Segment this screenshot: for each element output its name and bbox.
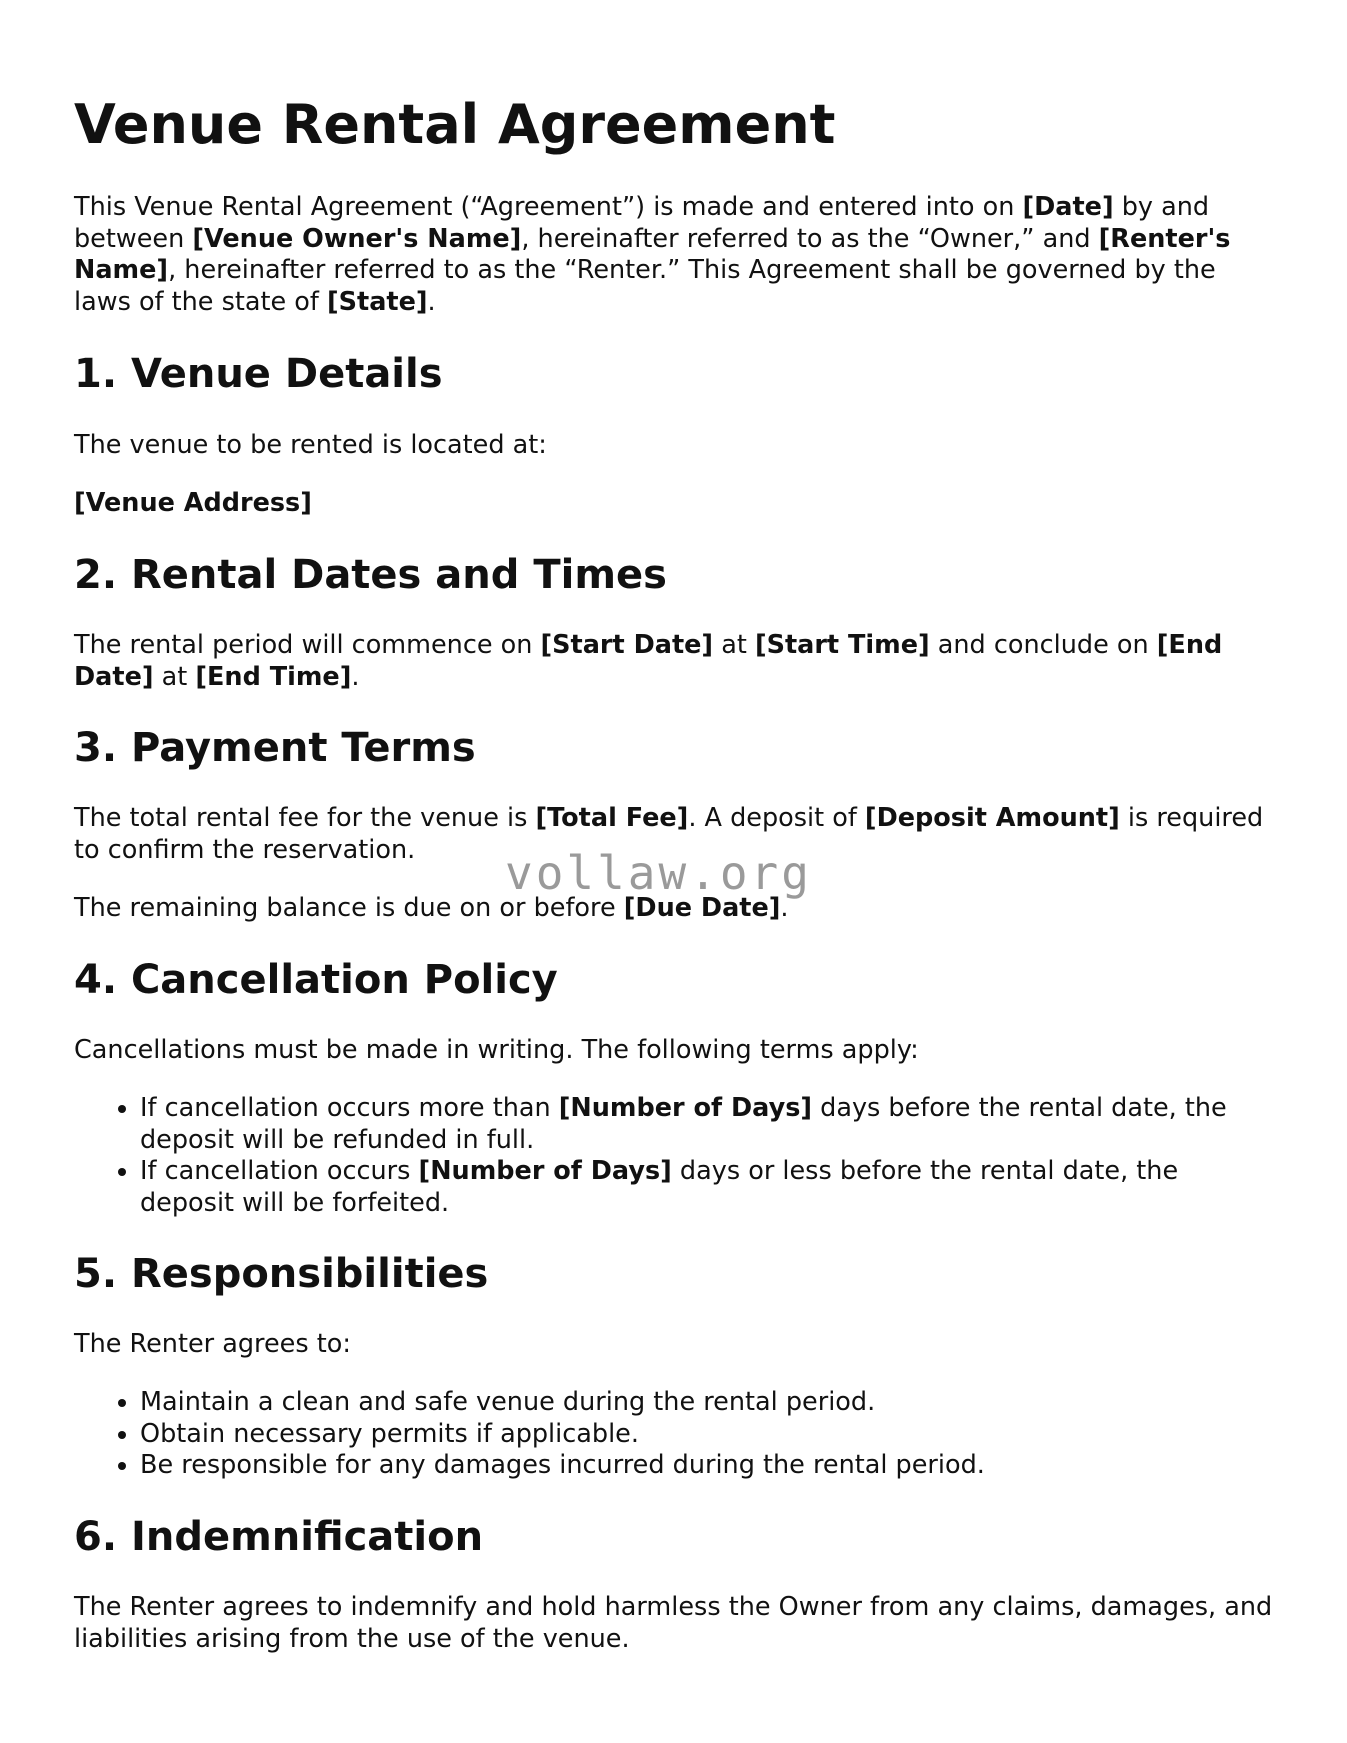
- rental-dates-paragraph: The rental period will commence on [Start Date] at [Start Time] and conclude on [End Date] at [End Time].: [74, 630, 1223, 692]
- payment-terms-paragraph-1: The total rental fee for the venue is [Total Fee]. A deposit of [Deposit Amount] is required to confirm the reservation.: [74, 803, 1264, 865]
- renter-name-placeholder: [Renter's Name]: [74, 223, 1231, 285]
- end-date-placeholder: [End Date]: [74, 630, 1223, 692]
- venue-details-text: The venue to be rented is located at:: [74, 430, 547, 460]
- number-of-days-placeholder: [Number of Days]: [418, 1156, 672, 1186]
- section-heading-venue-details: 1. Venue Details: [74, 351, 443, 397]
- date-placeholder: [Date]: [1022, 192, 1114, 222]
- total-fee-placeholder: [Total Fee]: [535, 803, 689, 833]
- section-heading-payment-terms: 3. Payment Terms: [74, 725, 476, 771]
- list-item: • If cancellation occurs [Number of Days] days or less before the rental date, the deposit will be forfeited.: [140, 1156, 1274, 1219]
- list-item: • Obtain necessary permits if applicable.: [140, 1419, 1274, 1451]
- intro-paragraph: This Venue Rental Agreement (“Agreement”) is made and entered into on [Date] by and between [Venue Owner's Name], hereinafter referred to as the “Owner,” and [Renter's Name], hereinafter referred to as the “Renter.” This Agreement shall be governed by the laws of the state of [State].: [74, 192, 1231, 317]
- end-time-placeholder: [End Time]: [195, 661, 352, 692]
- owner-name-placeholder: [Venue Owner's Name]: [192, 223, 522, 254]
- section-heading-cancellation-policy: 4. Cancellation Policy: [74, 957, 558, 1003]
- document-title: Venue Rental Agreement: [74, 93, 836, 156]
- indemnification-text: The Renter agrees to indemnify and hold harmless the Owner from any claims, damages, and liabilities arising from the use of the venue.: [74, 1592, 1273, 1654]
- venue-address-placeholder: [Venue Address]: [74, 488, 312, 518]
- payment-terms-paragraph-2: The remaining balance is due on or before [Due Date].: [74, 893, 789, 923]
- list-item: • If cancellation occurs more than [Number of Days] days before the rental date, the deposit will be refunded in full.: [140, 1093, 1274, 1156]
- deposit-amount-placeholder: [Deposit Amount]: [864, 803, 1120, 833]
- section-heading-indemnification: 6. Indemnification: [74, 1514, 484, 1560]
- section-heading-responsibilities: 5. Responsibilities: [74, 1251, 489, 1297]
- start-time-placeholder: [Start Time]: [754, 630, 930, 660]
- list-item: • Maintain a clean and safe venue during the rental period.: [140, 1387, 1274, 1419]
- responsibilities-list: [74, 1387, 1274, 1482]
- list-item: • Be responsible for any damages incurred during the rental period.: [140, 1450, 1274, 1482]
- watermark: vollaw.org: [505, 846, 812, 900]
- responsibilities-text: The Renter agrees to:: [74, 1329, 351, 1359]
- cancellation-terms-list: [74, 1093, 1274, 1219]
- due-date-placeholder: [Due Date]: [623, 893, 781, 923]
- number-of-days-placeholder: [Number of Days]: [558, 1093, 813, 1123]
- state-placeholder: [State]: [326, 286, 428, 317]
- start-date-placeholder: [Start Date]: [540, 630, 714, 660]
- section-heading-rental-dates: 2. Rental Dates and Times: [74, 552, 667, 598]
- cancellation-policy-text: Cancellations must be made in writing. The following terms apply:: [74, 1035, 919, 1065]
